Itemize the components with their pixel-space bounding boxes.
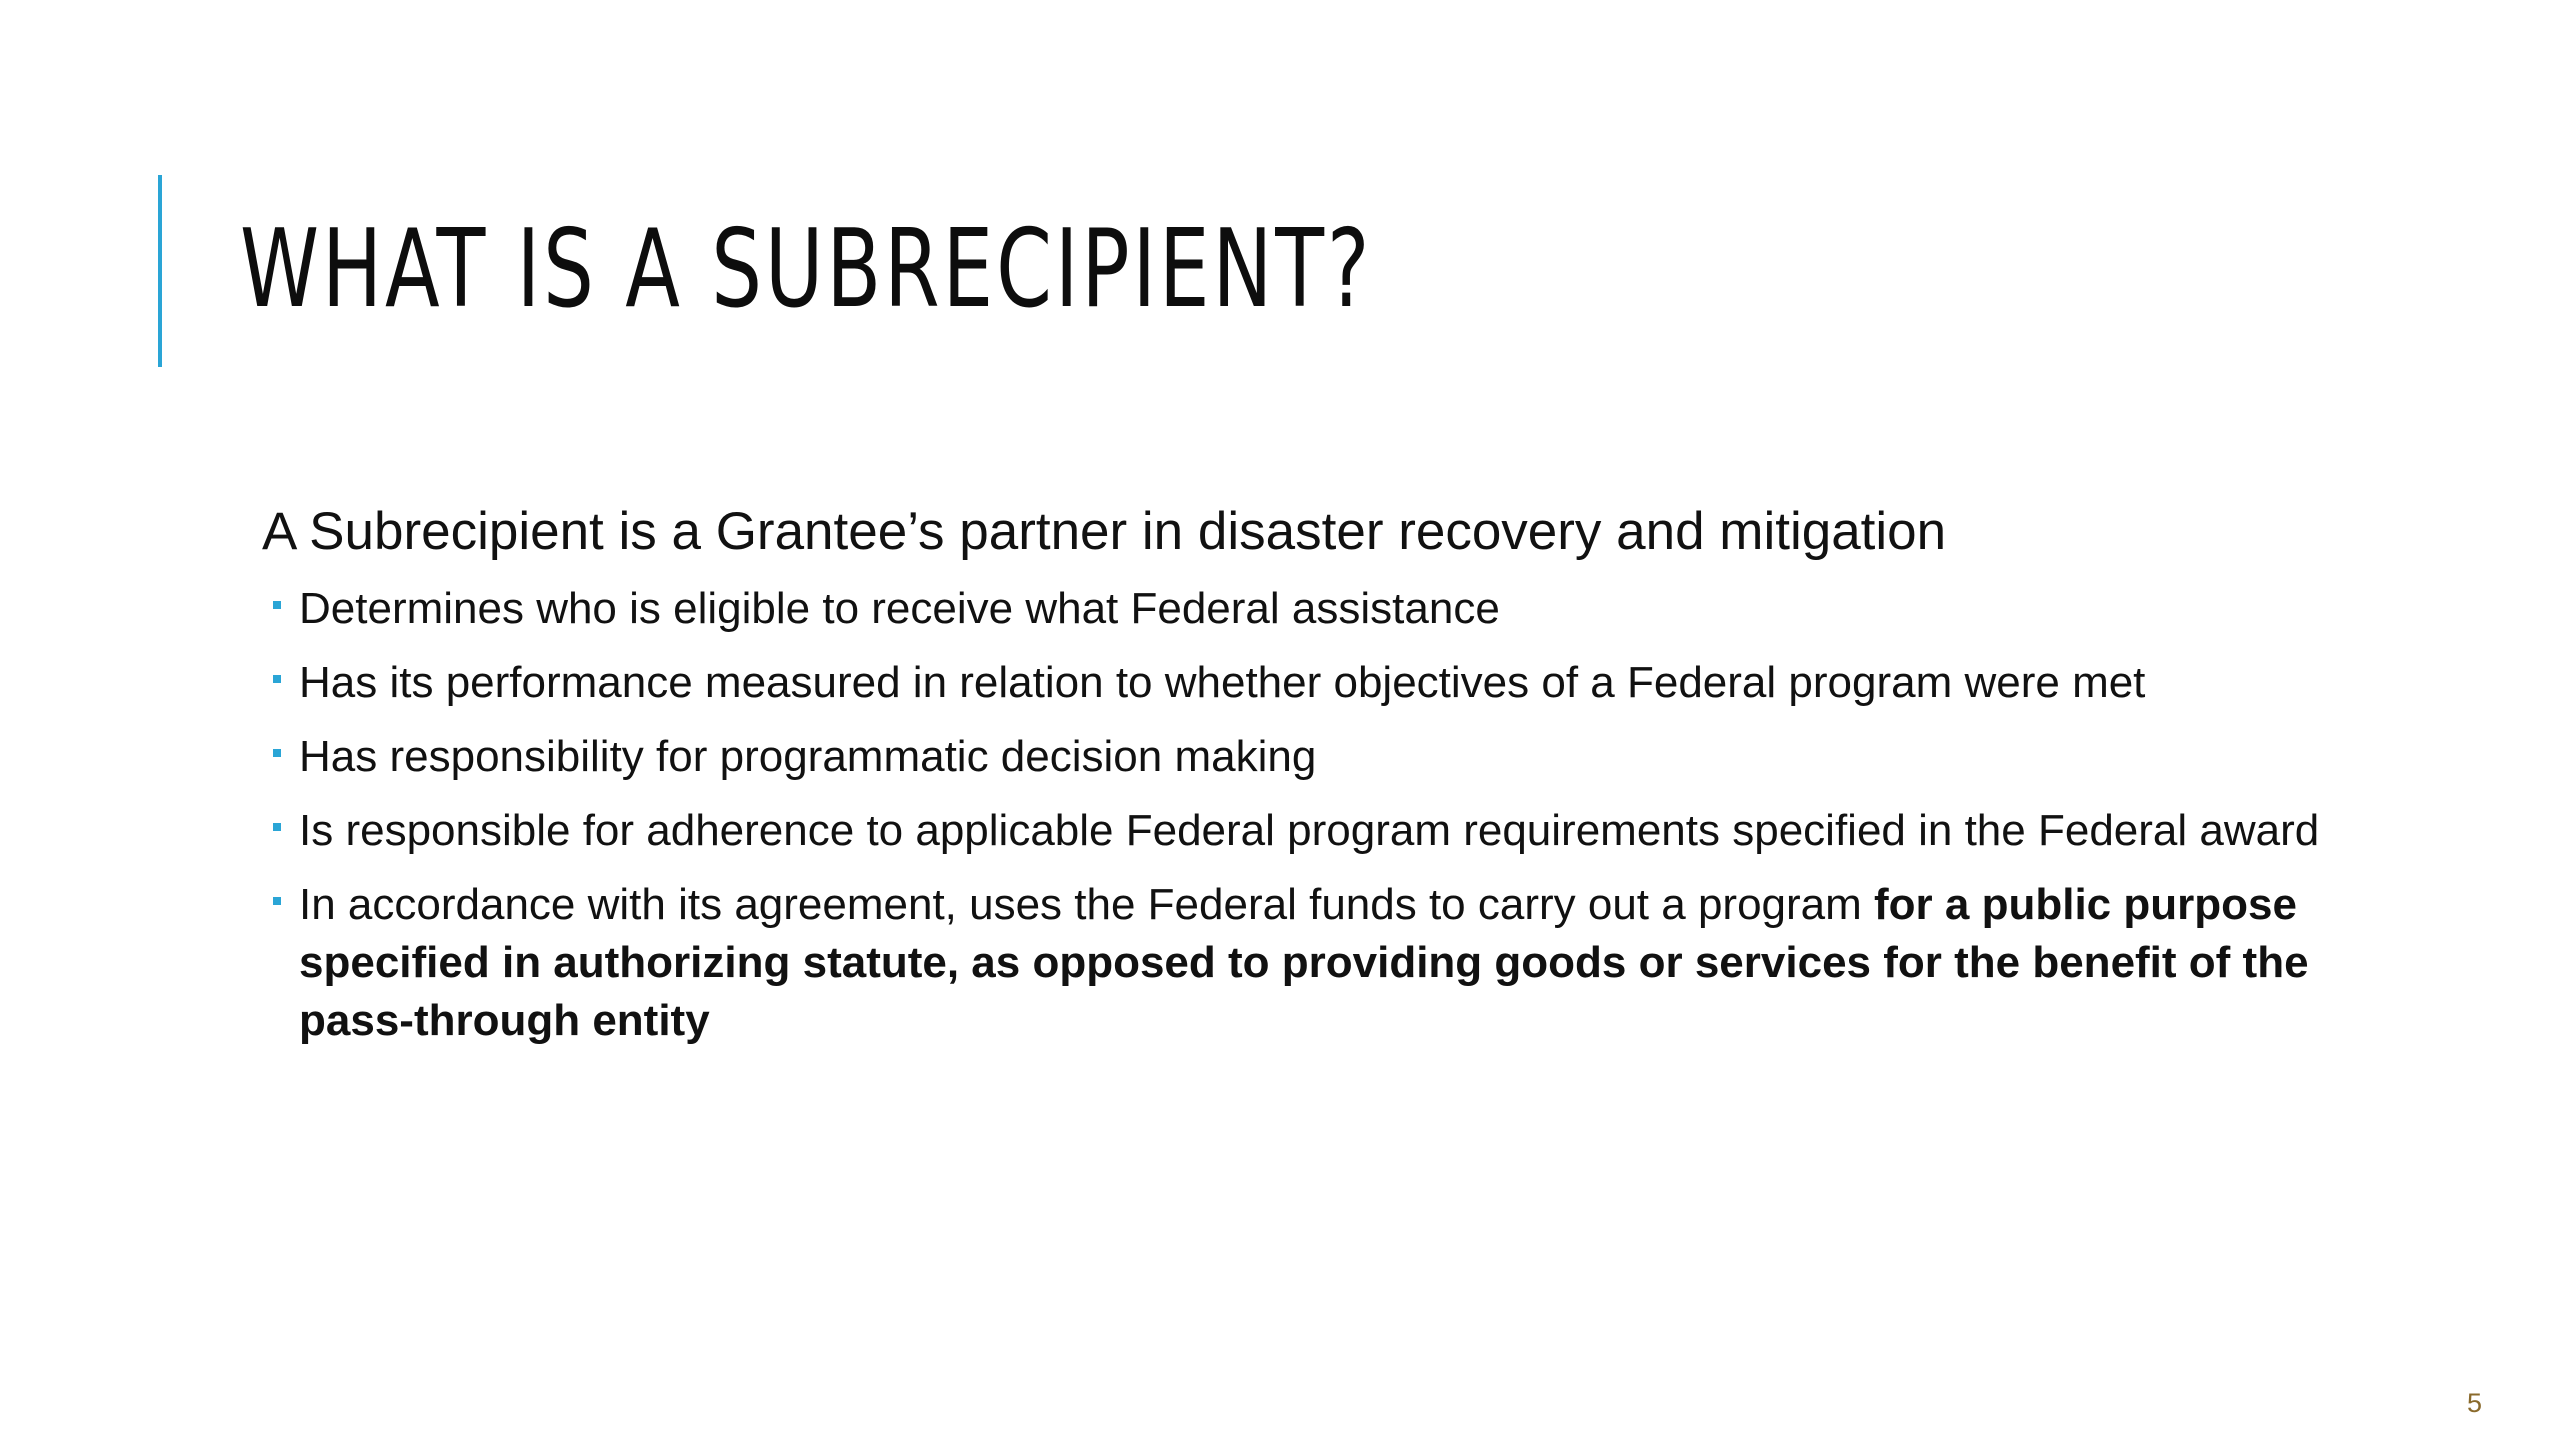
bullet-item-performance xyxy=(262,654,2372,712)
bullet-text: Has its performance measured in relation to whether objectives of a Federal program were met xyxy=(299,658,2146,707)
bullet-text: Determines who is eligible to receive what Federal assistance xyxy=(299,584,1500,633)
slide-body xyxy=(262,498,2372,1066)
bullet-list xyxy=(262,580,2372,1050)
square-bullet-icon xyxy=(273,601,281,609)
bullet-item-public-purpose xyxy=(262,876,2372,1050)
square-bullet-icon xyxy=(273,823,281,831)
title-accent-bar xyxy=(158,175,162,367)
bullet-item-eligibility xyxy=(262,580,2372,638)
page-number: 5 xyxy=(2466,1388,2482,1418)
bullet-item-adherence xyxy=(262,802,2372,860)
square-bullet-icon xyxy=(273,749,281,757)
bullet-text: In accordance with its agreement, uses the Federal funds to carry out a program xyxy=(299,880,1875,929)
bullet-text: Is responsible for adherence to applicable Federal program requirements specified in the Federal award xyxy=(299,806,2320,855)
slide-title: WHAT IS A SUBRECIPIENT? xyxy=(240,207,1373,332)
bullet-bold-text: for a public purpose specified in authorizing statute, as opposed to providing goods or services for the benefit of the pass-through entity xyxy=(299,880,2309,1045)
lead-statement: A Subrecipient is a Grantee’s partner in disaster recovery and mitigation xyxy=(262,502,1947,561)
bullet-item-decision-making xyxy=(262,728,2372,786)
bullet-text: Has responsibility for programmatic decision making xyxy=(299,732,1317,781)
square-bullet-icon xyxy=(273,675,281,683)
square-bullet-icon xyxy=(273,897,281,905)
